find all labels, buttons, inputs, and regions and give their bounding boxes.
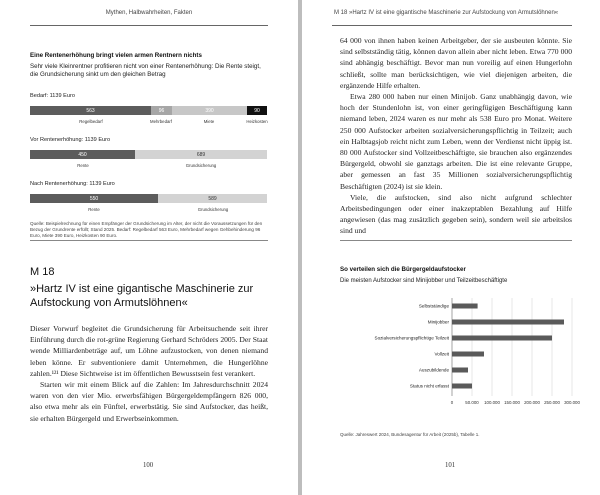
category-label: Minijobber [427, 319, 449, 325]
section-label-nach: Nach Rentenerhöhung: 1139 Euro [30, 181, 115, 187]
category-label: Vollzeit [434, 351, 449, 357]
paragraph: 64 000 von ihnen haben keinen Arbeitgeber, der sie ausbeuten könnte. Sie sind selbstständig tätig, können davon allein aber nicht leben. Etwa 770 000 sind abhängig beschäftigt. Bevor man nun voreilig auf einen Hungerlohn schließt, sollte man berücksichtigen, wie viel diejenigen arbeiten, die ergänzende Hilfe erhalten. [340, 36, 572, 90]
section-label-bedarf: Bedarf: 1139 Euro [30, 93, 75, 99]
aufstocker-bar-chart [302, 290, 600, 420]
caption-mehrbedarf: Mehrbedarf [150, 119, 172, 124]
page-number: 100 [143, 462, 154, 469]
chart-bar [452, 352, 484, 357]
category-label: Status nicht erfasst [409, 383, 449, 389]
chart-source: Quelle: Jahreswert 2024, Bundesagentur für Arbeit (2025b), Tabelle 1. [340, 432, 480, 437]
section-label-vor: Vor Rentenerhöhung: 1139 Euro [30, 137, 111, 143]
figure-subtitle: Sehr viele Kleinrentner profitieren nicht von einer Rentenerhöhung: Die Rente steigt, die Grundsicherung sinkt um den gleichen Betrag [30, 63, 261, 78]
bar-regelbedarf: 563 [30, 106, 151, 115]
bar-grundsicherung-nach: 589 [158, 194, 267, 203]
left-page [0, 0, 298, 495]
bar-mehrbedarf: 96 [151, 106, 172, 115]
figure-title: Eine Rentenerhöhung bringt vielen armen Rentnern nichts [30, 52, 202, 59]
header-rule [332, 25, 572, 26]
category-label: Sozialversicherungspflichtige Teilzeit [374, 335, 449, 341]
x-tick-label: 50.000 [465, 400, 479, 405]
x-tick-label: 300.000 [564, 400, 580, 405]
bar-rente-nach: 550 [30, 194, 158, 203]
caption-rente-vor: Rente [77, 163, 89, 168]
paragraph: Dieser Vorwurf begleitet die Grundsicherung für Arbeitsuchende seit ihrer Einführung durch die rot-grüne Regierung Gerhard Schröders 2005. Der Staat wende Milliardenbeträge auf, um Löhne aufzustocken, von denen niemand leben könne. Er subventioniere damit Unternehmen, die Hungerlöhne zahlen.¹²¹ Diese Sichtweise ist im öffentlichen Bewusstsein fest verankert. [30, 324, 268, 378]
bar-rente-vor: 450 [30, 150, 135, 159]
figure-separator [30, 240, 268, 241]
paragraph: Viele, die aufstocken, sind also nicht aufgrund schlechter Arbeitsbedingungen oder einer inakzeptablen Bezahlung auf Hilfe angewiesen (das mag zusätzlich gegeben sein), sondern weil sie arbeitslos sind und [340, 192, 572, 236]
paragraph: Starten wir mit einem Blick auf die Zahlen: Im Jahresdurchschnitt 2024 waren von den vier Mio. erwerbsfähigen Bürgergeldempfängern 826 000, also etwa mehr als ein Fünftel, erwerbstätig. Sie sind Aufstocker, das heißt, sie erhalten Bürgergeld und Erwerbseinkommen. [30, 380, 268, 423]
caption-grundsicherung-nach: Grundsicherung [197, 207, 229, 212]
figure-source-note: Quelle: Beispielrechnung für einen Empfänger der Grundsicherung im Alter, der nicht die Voraussetzungen für den Bezug der Grundrente erfüllt; Stand 2025. Bedarf: Regelbedarf 563 Euro, Mehrbedarf wegen Gehbehinderung 96 Euro, Miete 390 Euro, Heizkosten 90 Euro. [30, 221, 263, 238]
chart-separator [340, 240, 572, 241]
chart-bar [452, 368, 468, 373]
chart-subtitle: Die meisten Aufstocker sind Minijobber und Teilzeitbeschäftigte [340, 278, 508, 284]
x-tick-label: 200.000 [524, 400, 540, 405]
x-tick-label: 0 [450, 400, 454, 405]
caption-rente-nach: Rente [88, 207, 100, 212]
material-title: »Hartz IV ist eine gigantische Maschinerie zur Aufstockung von Armutslöhnen« [30, 283, 254, 309]
x-tick-label: 150.000 [504, 400, 520, 405]
left-body-text [30, 323, 268, 424]
running-header: Mythen, Halbwahrheiten, Fakten [105, 10, 193, 16]
bar-grundsicherung-vor: 689 [135, 150, 267, 159]
category-label: Auszubildende [418, 367, 449, 373]
caption-regelbedarf: Regelbedarf [79, 119, 103, 124]
running-header: M 18 »Hartz IV ist eine gigantische Maschinerie zur Aufstockung von Armutslöhnen« [334, 10, 559, 16]
caption-grundsicherung-vor: Grundsicherung [185, 163, 217, 168]
paragraph: Etwa 280 000 haben nur einen Minijob. Ganz unabhängig davon, wie hoch der Stundenlohn ist, von einer geringfügigen Beschäftigung kann niemand leben, 2024 waren es nur mehr als 538 Euro pro Monat. Weitere 250 000 Aufstocker arbeiten sozialversicherungspflichtig in Teilzeit; auch ein Halbtagsjob reicht nicht zum Leben, wenn der Verdienst nicht üppig ist. 80 000 Aufstocker sind Vollzeitbeschäftigte, sie brauchen also ergänzendes Bürgergeld, obwohl sie ganztags arbeiten. Die ist eine relevante Gruppe, aber gemessen an fast 35 Millionen sozialversicherungspflichtig Beschäftigten (2024) ist sie klein. [340, 92, 572, 191]
chart-bar [452, 320, 564, 325]
material-number: M 18 [30, 266, 55, 278]
chart-bar [452, 336, 552, 341]
bar-miete: 390 [172, 106, 247, 115]
chart-bar [452, 384, 472, 389]
header-rule [30, 25, 268, 26]
page-number: 101 [445, 462, 456, 469]
chart-title: So verteilen sich die Bürgergeldaufstocker [340, 266, 466, 273]
category-label: Selbstständige [418, 303, 449, 309]
x-tick-label: 100.000 [484, 400, 500, 405]
bar-heizkosten: 90 [247, 106, 267, 115]
x-tick-label: 250.000 [544, 400, 560, 405]
right-body-text [340, 35, 572, 237]
caption-heizkosten: Heizkosten [246, 119, 268, 124]
right-page [302, 0, 600, 495]
chart-bar [452, 304, 478, 309]
caption-miete: Miete [203, 119, 215, 124]
